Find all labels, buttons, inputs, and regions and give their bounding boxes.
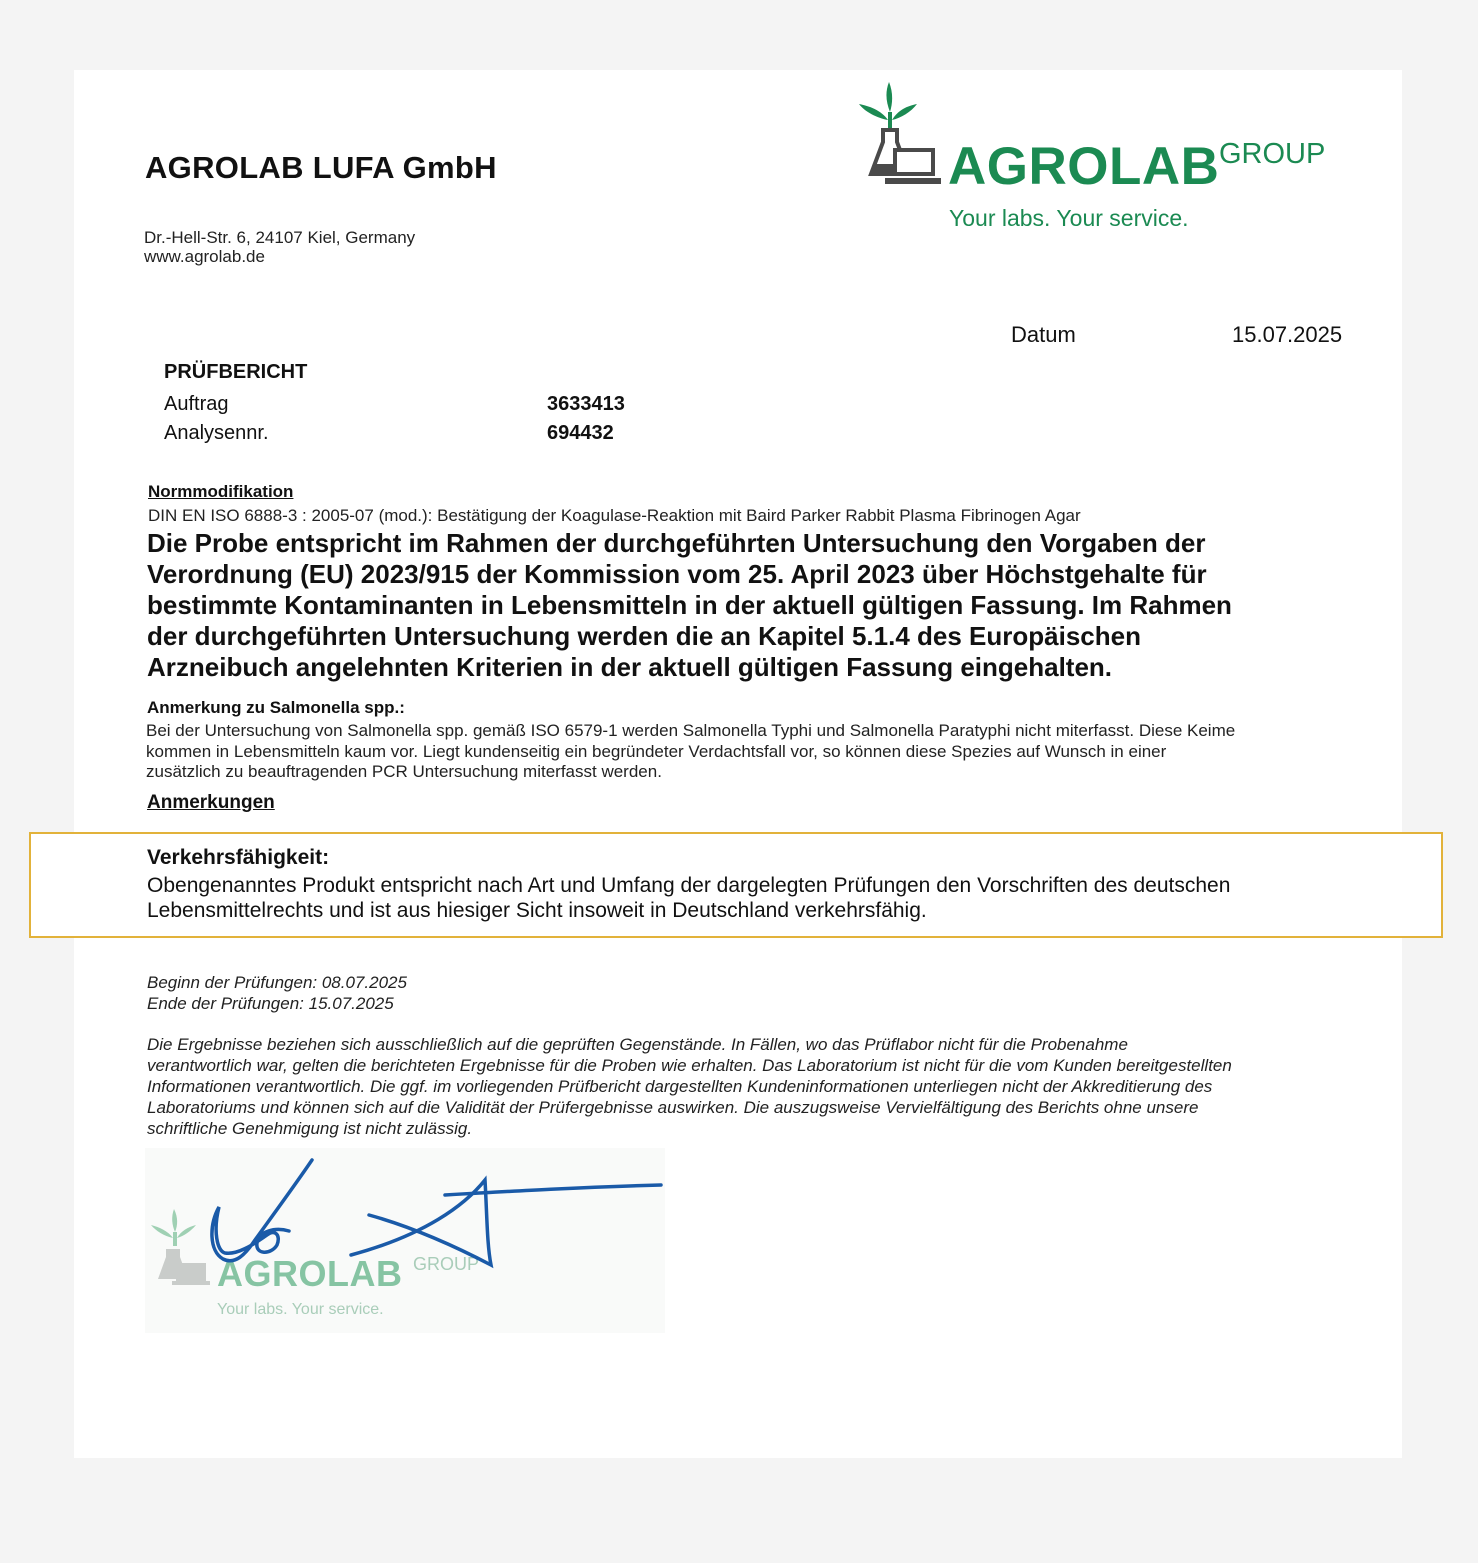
date-label: Datum: [1011, 322, 1076, 347]
salmonella-line: Bei der Untersuchung von Salmonella spp. gemäß ISO 6579-1 werden Salmonella Typhi und Salmonella Paratyphi nicht miterfasst. Diese Keime: [146, 721, 1236, 740]
salmonella-line: kommen in Lebensmitteln kaum vor. Liegt kundenseitig ein begründeter Verdachtsfall vor, so können diese Spezies auf Wunsch in einer: [146, 741, 1167, 761]
marketability-line: Lebensmittelrechts und ist aus hiesiger Sicht insoweit in Deutschland verkehrsfähig.: [147, 899, 927, 922]
disclaimer-line: Laboratoriums und können sich auf die Validität der Prüfergebnisse auswirken. Die auszugsweise Vervielfältigung des Berichts ohne unsere: [147, 1098, 1199, 1117]
conformity-line: bestimmte Kontaminanten in Lebensmitteln in der aktuell gültigen Fassung. Im Rahmen: [147, 590, 1232, 620]
stamp-wordmark: AGROLAB: [217, 1253, 403, 1294]
logo-wordmark: AGROLAB: [948, 137, 1220, 196]
conformity-line: Arzneibuch angelehnten Kriterien in der aktuell gültigen Fassung eingehalten.: [147, 652, 1113, 682]
logo-tagline: Your labs. Your service.: [949, 205, 1189, 231]
logo-group-label: GROUP: [1219, 138, 1326, 170]
testing-dates: [147, 973, 407, 1014]
website-link[interactable]: www.agrolab.de: [144, 247, 265, 266]
marketability-heading: Verkehrsfähigkeit:: [147, 846, 330, 869]
conformity-line: der durchgeführten Untersuchung werden die an Kapitel 5.1.4 des Europäischen: [147, 621, 1141, 651]
stamp-tagline: Your labs. Your service.: [217, 1301, 384, 1318]
flask-laptop-icon: [855, 78, 955, 193]
date-value: 15.07.2025: [1232, 322, 1343, 347]
testing-begin: Beginn der Prüfungen: 08.07.2025: [147, 973, 407, 992]
salmonella-heading: Anmerkung zu Salmonella spp.:: [147, 698, 405, 717]
order-value: 3633413: [547, 393, 625, 415]
disclaimer-line: schriftliche Genehmigung ist nicht zulässig.: [147, 1119, 473, 1138]
disclaimer-line: Informationen verantwortlich. Die ggf. im vorliegenden Prüfbericht dargestellten Kundeninformationen unterliegen nicht der Akkreditierung des: [147, 1077, 1213, 1096]
handwritten-signature-icon: [195, 1155, 665, 1275]
marketability-line: Obengenanntes Produkt entspricht nach Art und Umfang der dargelegten Prüfungen den Vorschriften des deutschen: [147, 874, 1231, 897]
salmonella-line: zusätzlich zu beauftragenden PCR Untersuchung miterfasst werden.: [146, 762, 662, 781]
address-line: Dr.-Hell-Str. 6, 24107 Kiel, Germany: [144, 228, 416, 247]
stamp-group-label: GROUP: [413, 1254, 480, 1274]
salmonella-text: [146, 721, 1356, 783]
company-name: AGROLAB LUFA GmbH: [145, 150, 497, 185]
conformity-line: Die Probe entspricht im Rahmen der durchgeführten Untersuchung den Vorgaben der: [147, 528, 1206, 558]
order-label: Auftrag: [164, 393, 229, 415]
analysis-value: 694432: [547, 422, 614, 444]
remarks-heading: Anmerkungen: [147, 792, 275, 813]
disclaimer: [147, 1034, 1337, 1139]
disclaimer-line: Die Ergebnisse beziehen sich ausschließlich auf die geprüften Gegenstände. In Fällen, wo das Prüflabor nicht für die Probenahme: [147, 1035, 1128, 1054]
report-title: PRÜFBERICHT: [164, 361, 308, 383]
disclaimer-line: verantwortlich war, gelten die berichteten Ergebnisse für die Proben wie erhalten. Das Laboratorium ist nicht für die vom Kunden bereitgestellten: [147, 1056, 1232, 1075]
conformity-line: Verordnung (EU) 2023/915 der Kommission vom 25. April 2023 über Höchstgehalte für: [147, 559, 1207, 589]
company-address: [144, 228, 415, 266]
marketability-text: [147, 873, 1377, 923]
norm-heading: Normmodifikation: [148, 482, 294, 501]
conformity-statement: [147, 528, 1347, 683]
analysis-label: Analysennr.: [164, 422, 269, 444]
norm-text: DIN EN ISO 6888-3 : 2005-07 (mod.): Bestätigung der Koagulase-Reaktion mit Baird Parker Rabbit Plasma Fibrinogen Agar: [148, 506, 1081, 525]
testing-end: Ende der Prüfungen: 15.07.2025: [147, 993, 394, 1013]
